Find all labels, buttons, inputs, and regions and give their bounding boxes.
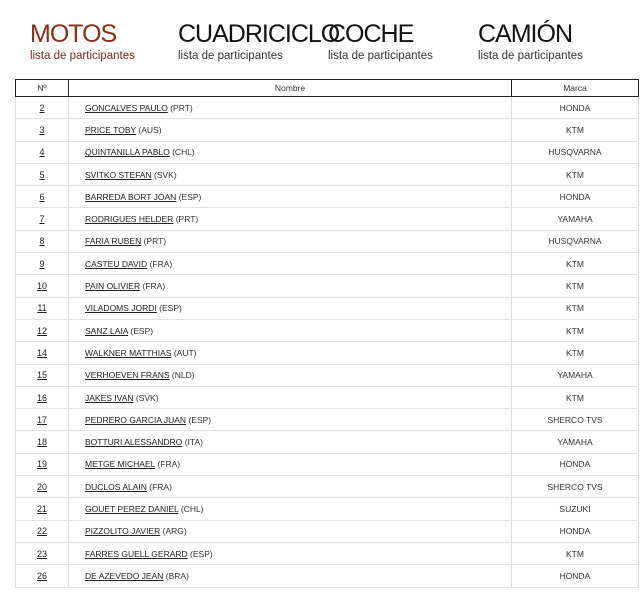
number-cell <box>16 97 69 119</box>
participant-name-link[interactable]: GOUET PEREZ DANIEL <box>85 503 179 514</box>
name-cell <box>69 409 512 431</box>
participant-country: (ITA) <box>184 437 203 448</box>
brand-cell: KTM <box>512 342 639 364</box>
table-row <box>16 230 639 252</box>
number-cell <box>16 386 69 408</box>
table-row <box>16 342 639 364</box>
participant-country: (AUS) <box>138 124 162 135</box>
brand-cell: HONDA <box>512 186 639 208</box>
participant-country: (SVK) <box>135 392 159 403</box>
tab-coche[interactable] <box>328 20 433 63</box>
participant-country: (CHL) <box>172 147 195 158</box>
name-cell <box>69 565 512 587</box>
participant-name-link[interactable]: GONCALVES PAULO <box>85 102 168 113</box>
name-cell <box>69 431 512 453</box>
participant-country: (ARG) <box>162 526 187 537</box>
participant-name-link[interactable]: BARREDA BORT JOAN <box>85 191 177 202</box>
name-cell <box>69 342 512 364</box>
participant-country: (ESP) <box>130 325 154 336</box>
number-cell <box>16 186 69 208</box>
name-cell <box>69 163 512 185</box>
participant-number-link[interactable]: 26 <box>36 570 47 581</box>
participant-country: (ESP) <box>190 548 213 559</box>
number-cell <box>16 297 69 319</box>
participant-number-link[interactable]: 8 <box>39 236 45 247</box>
number-cell <box>16 409 69 431</box>
participant-country: (PRT) <box>143 236 167 247</box>
participant-country: (FRA) <box>149 258 173 269</box>
table-row <box>16 409 639 431</box>
participant-number-link[interactable]: 10 <box>36 281 47 292</box>
tab-motos[interactable] <box>30 20 135 63</box>
participant-name-link[interactable]: JAKES IVAN <box>85 392 134 403</box>
participant-name-link[interactable]: FARRES GUELL GERARD <box>85 548 188 559</box>
brand-cell: HUSQVARNA <box>512 141 639 163</box>
table-row <box>16 542 639 564</box>
participant-name-link[interactable]: CASTEU DAVID <box>85 258 148 269</box>
table-row <box>16 275 639 297</box>
brand-cell: KTM <box>512 163 639 185</box>
name-cell <box>69 186 512 208</box>
number-cell <box>16 208 69 230</box>
brand-cell: KTM <box>512 275 639 297</box>
brand-cell: SUZUKI <box>512 498 639 520</box>
name-cell <box>69 476 512 498</box>
tab-title: MOTOS <box>30 20 117 48</box>
table-row <box>16 565 639 587</box>
participant-country: (NLD) <box>171 370 195 381</box>
participant-country: (ESP) <box>178 191 202 202</box>
participant-name-link[interactable]: SVITKO STEFAN <box>85 169 152 180</box>
participant-name-link[interactable]: VERHOEVEN FRANS <box>85 370 170 381</box>
participant-number-link[interactable]: 17 <box>36 414 47 425</box>
name-cell <box>69 119 512 141</box>
tab-title: CUADRICICLO <box>178 20 340 48</box>
name-cell <box>69 386 512 408</box>
column-header-name: Nombre <box>69 80 512 97</box>
name-cell <box>69 498 512 520</box>
number-cell <box>16 163 69 185</box>
brand-cell: KTM <box>512 297 639 319</box>
number-cell <box>16 230 69 252</box>
table-body <box>16 97 639 588</box>
tab-subtitle-link[interactable]: lista de participantes <box>478 50 583 62</box>
table-row <box>16 386 639 408</box>
brand-cell: HONDA <box>512 97 639 119</box>
brand-cell: SHERCO TVS <box>512 409 639 431</box>
number-cell <box>16 431 69 453</box>
participant-number-link[interactable]: 22 <box>36 526 47 537</box>
table-header-row <box>16 80 639 97</box>
participant-name-link[interactable]: DE AZEVEDO JEAN <box>85 570 164 581</box>
participant-name-link[interactable]: BOTTURI ALESSANDRO <box>85 437 183 448</box>
name-cell <box>69 319 512 341</box>
name-cell <box>69 542 512 564</box>
participant-name-link[interactable]: SANZ LAIA <box>85 325 128 336</box>
participant-number-link[interactable]: 14 <box>36 347 47 358</box>
participant-number-link[interactable]: 9 <box>39 258 45 269</box>
name-cell <box>69 208 512 230</box>
participant-number-link[interactable]: 21 <box>36 503 47 514</box>
participant-country: (BRA) <box>165 570 189 581</box>
tab-subtitle-link[interactable]: lista de participantes <box>30 50 135 62</box>
participant-number-link[interactable]: 5 <box>39 169 45 180</box>
name-cell <box>69 364 512 386</box>
table-row <box>16 141 639 163</box>
participant-number-link[interactable]: 16 <box>36 392 47 403</box>
brand-cell: KTM <box>512 119 639 141</box>
number-cell <box>16 453 69 475</box>
participant-country: (AUT) <box>173 347 197 358</box>
table-row <box>16 431 639 453</box>
table-row <box>16 520 639 542</box>
brand-cell: HONDA <box>512 565 639 587</box>
name-cell <box>69 297 512 319</box>
number-cell <box>16 253 69 275</box>
participant-number-link[interactable]: 20 <box>36 481 47 492</box>
name-cell <box>69 141 512 163</box>
name-cell <box>69 520 512 542</box>
column-header-number: Nº <box>16 80 69 97</box>
participant-country: (PRT) <box>170 102 193 113</box>
number-cell <box>16 542 69 564</box>
brand-cell: SHERCO TVS <box>512 476 639 498</box>
participant-name-link[interactable]: PEDRERO GARCIA JUAN <box>85 414 187 425</box>
number-cell <box>16 342 69 364</box>
participant-name-link[interactable]: PAIN OLIVIER <box>85 281 141 292</box>
participant-country: (PRT) <box>175 214 199 225</box>
column-header-brand: Marca <box>512 80 639 97</box>
participant-name-link[interactable]: VILADOMS JORDI <box>85 303 157 314</box>
tab-title: CAMIÓN <box>478 20 572 48</box>
number-cell <box>16 119 69 141</box>
table-row <box>16 208 639 230</box>
brand-cell: YAMAHA <box>512 208 639 230</box>
number-cell <box>16 141 69 163</box>
participant-number-link[interactable]: 6 <box>39 191 45 202</box>
brand-cell: KTM <box>512 253 639 275</box>
tab-title: COCHE <box>328 20 414 48</box>
number-cell <box>16 275 69 297</box>
participant-country: (FRA) <box>157 459 181 470</box>
brand-cell: HONDA <box>512 453 639 475</box>
table-row <box>16 364 639 386</box>
brand-cell: KTM <box>512 386 639 408</box>
table-row <box>16 319 639 341</box>
participant-country: (CHL) <box>180 503 204 514</box>
participant-country: (ESP) <box>188 414 212 425</box>
number-cell <box>16 520 69 542</box>
participant-number-link[interactable]: 7 <box>39 214 45 225</box>
participant-number-link[interactable]: 11 <box>37 303 47 314</box>
participant-name-link[interactable]: FARIA RUBEN <box>85 236 142 247</box>
participant-country: (SVK) <box>153 169 177 180</box>
tab-subtitle-link[interactable]: lista de participantes <box>178 50 283 62</box>
number-cell <box>16 319 69 341</box>
participant-country: (ESP) <box>159 303 182 314</box>
table-row <box>16 186 639 208</box>
participant-name-link[interactable]: WALKNER MATTHIAS <box>85 347 172 358</box>
participant-number-link[interactable]: 12 <box>36 325 47 336</box>
brand-cell: KTM <box>512 319 639 341</box>
tab-subtitle-link[interactable]: lista de participantes <box>328 50 433 62</box>
participant-country: (FRA) <box>142 281 166 292</box>
table-row <box>16 453 639 475</box>
tab-cuadriciclo[interactable] <box>178 20 339 63</box>
brand-cell: YAMAHA <box>512 364 639 386</box>
name-cell <box>69 97 512 119</box>
participant-name-link[interactable]: PIZZOLITO JAVIER <box>85 526 161 537</box>
brand-cell: YAMAHA <box>512 431 639 453</box>
participant-name-link[interactable]: RODRIGUES HELDER <box>85 214 174 225</box>
name-cell <box>69 253 512 275</box>
participant-number-link[interactable]: 3 <box>39 124 45 135</box>
number-cell <box>16 364 69 386</box>
participant-number-link[interactable]: 4 <box>39 147 45 158</box>
table-row <box>16 97 639 119</box>
participant-name-link[interactable]: METGE MICHAEL <box>85 459 156 470</box>
name-cell <box>69 453 512 475</box>
tab-camion[interactable] <box>478 20 583 63</box>
participant-number-link[interactable]: 15 <box>36 370 47 381</box>
participant-name-link[interactable]: QUINTANILLA PABLO <box>85 147 170 158</box>
brand-cell: HUSQVARNA <box>512 230 639 252</box>
participant-number-link[interactable]: 2 <box>39 102 45 113</box>
table-row <box>16 498 639 520</box>
number-cell <box>16 498 69 520</box>
table-row <box>16 163 639 185</box>
brand-cell: HONDA <box>512 520 639 542</box>
participant-number-link[interactable]: 23 <box>36 548 47 559</box>
number-cell <box>16 565 69 587</box>
participant-name-link[interactable]: PRICE TOBY <box>85 124 137 135</box>
table-row <box>16 253 639 275</box>
participant-name-link[interactable]: DUCLOS ALAIN <box>85 481 147 492</box>
table-row <box>16 119 639 141</box>
brand-cell: KTM <box>512 542 639 564</box>
table-row <box>16 297 639 319</box>
number-cell <box>16 476 69 498</box>
participant-number-link[interactable]: 18 <box>36 437 47 448</box>
participant-country: (FRA) <box>149 481 172 492</box>
table-row <box>16 476 639 498</box>
participants-table <box>15 79 639 588</box>
participant-number-link[interactable]: 19 <box>36 459 47 470</box>
category-tabs <box>0 0 640 78</box>
name-cell <box>69 230 512 252</box>
name-cell <box>69 275 512 297</box>
